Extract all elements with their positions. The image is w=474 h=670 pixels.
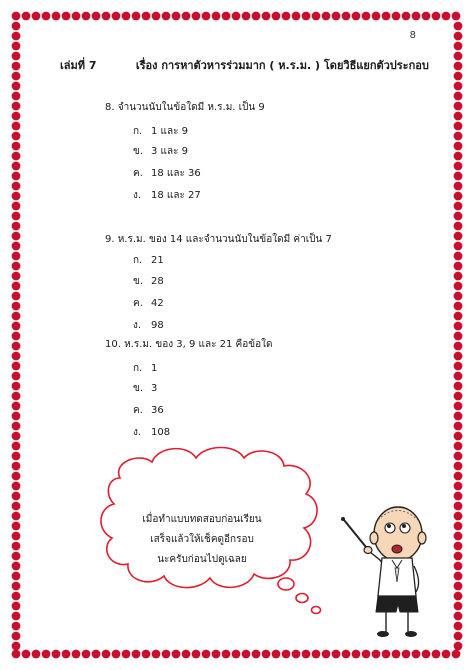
book-number: เล่มที่ 7 <box>60 59 97 72</box>
choice-letter: ค. <box>133 168 143 179</box>
choice-text: 1 และ 9 <box>151 126 189 137</box>
choice-letter: ก. <box>133 126 143 137</box>
choice-text: 28 <box>151 276 164 287</box>
choice-text: 36 <box>151 405 164 416</box>
choice-text: 1 <box>151 363 158 374</box>
bubble-line-2: เสร็จแล้วให้เช็คดูอีกรอบ <box>150 534 254 545</box>
choice-letter: ข. <box>133 146 144 157</box>
bubble-line-1: เมื่อทำแบบทดสอบก่อนเรียน <box>142 514 262 525</box>
question-10: 10. ห.ร.ม. ของ 3, 9 และ 21 คือข้อใด <box>105 339 273 350</box>
choice-letter: ก. <box>133 363 143 374</box>
choice-letter: ข. <box>133 383 144 394</box>
choice-letter: ง. <box>133 190 142 201</box>
page-number: 8 <box>409 30 416 41</box>
choice-text: 98 <box>151 320 164 331</box>
choice-text: 18 และ 36 <box>151 168 201 179</box>
choice-letter: ง. <box>133 427 142 438</box>
choice-text: 108 <box>151 427 171 438</box>
choice-letter: ค. <box>133 298 143 309</box>
question-9: 9. ห.ร.ม. ของ 14 และจำนวนนับในข้อใดมี ค่าเป็น 7 <box>105 234 332 245</box>
choice-letter: ก. <box>133 255 143 266</box>
choice-text: 21 <box>151 255 164 266</box>
choice-letter: ง. <box>133 320 142 331</box>
question-8: 8. จำนวนนับในข้อใดมี ห.ร.ม. เป็น 9 <box>105 102 265 113</box>
choice-letter: ข. <box>133 276 144 287</box>
choice-text: 3 <box>151 383 158 394</box>
choice-letter: ค. <box>133 405 143 416</box>
choice-text: 3 และ 9 <box>151 146 189 157</box>
choice-text: 42 <box>151 298 164 309</box>
choice-text: 18 และ 27 <box>151 190 201 201</box>
bubble-line-3: นะครับก่อนไปดูเฉลย <box>157 554 247 565</box>
topic-title: เรื่อง การหาตัวหารร่วมมาก ( ห.ร.ม. ) โดยวิธีแยกตัวประกอบ <box>135 59 429 72</box>
